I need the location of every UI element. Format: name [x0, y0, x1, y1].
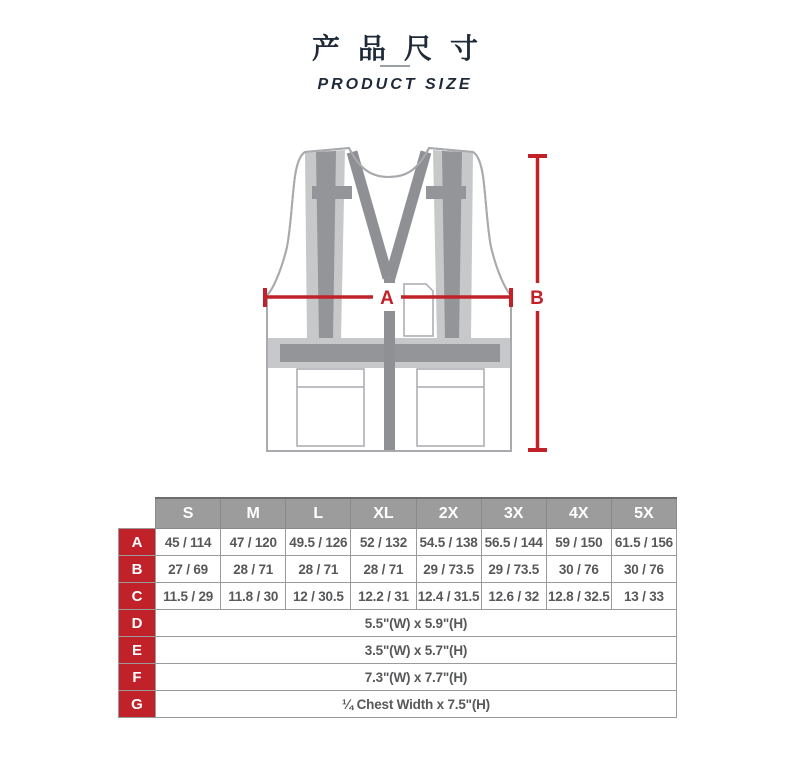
merged-value-cell: 5.5"(W) x 5.9"(H) — [156, 610, 677, 637]
size-cell: 12.2 / 31 — [351, 583, 416, 610]
chest-pocket — [404, 284, 433, 336]
size-col-header: M — [221, 498, 286, 529]
size-cell: 12.6 / 32 — [481, 583, 546, 610]
table-row — [119, 556, 677, 583]
size-cell: 11.8 / 30 — [221, 583, 286, 610]
height-label-b: B — [530, 288, 544, 309]
row-label: A — [119, 529, 156, 556]
size-cell: 12.8 / 32.5 — [546, 583, 611, 610]
width-label-a: A — [380, 288, 394, 309]
size-cell: 54.5 / 138 — [416, 529, 481, 556]
left-strap-crossbar — [312, 186, 352, 199]
size-cell: 13 / 33 — [611, 583, 676, 610]
size-cell: 30 / 76 — [611, 556, 676, 583]
page-title-chinese: 产品尺寸 — [311, 33, 496, 64]
merged-value-cell: 7.3"(W) x 7.7"(H) — [156, 664, 677, 691]
right-strap-stripe — [442, 151, 462, 340]
table-row — [119, 637, 677, 664]
size-cell: 29 / 73.5 — [481, 556, 546, 583]
table-corner-cell — [119, 498, 156, 529]
size-col-header: 3X — [481, 498, 546, 529]
table-row — [119, 583, 677, 610]
size-cell: 28 / 71 — [286, 556, 351, 583]
size-col-header: 4X — [546, 498, 611, 529]
left-strap-stripe — [316, 151, 336, 340]
size-cell: 28 / 71 — [351, 556, 416, 583]
size-cell: 12.4 / 31.5 — [416, 583, 481, 610]
row-label: F — [119, 664, 156, 691]
size-cell: 47 / 120 — [221, 529, 286, 556]
size-table — [118, 497, 677, 718]
page-title-english: PRODUCT SIZE — [317, 76, 473, 93]
row-label: G — [119, 691, 156, 718]
row-label: D — [119, 610, 156, 637]
size-col-header: 5X — [611, 498, 676, 529]
right-strap-crossbar — [426, 186, 466, 199]
size-cell: 56.5 / 144 — [481, 529, 546, 556]
size-cell: 29 / 73.5 — [416, 556, 481, 583]
size-col-header: XL — [351, 498, 416, 529]
size-col-header: L — [286, 498, 351, 529]
left-pocket — [297, 369, 364, 446]
size-cell: 49.5 / 126 — [286, 529, 351, 556]
size-cell: 28 / 71 — [221, 556, 286, 583]
size-cell: 27 / 69 — [156, 556, 221, 583]
merged-value-cell: ¼ Chest Width x 7.5"(H) — [156, 691, 677, 718]
size-cell: 45 / 114 — [156, 529, 221, 556]
merged-value-cell: 3.5"(W) x 5.7"(H) — [156, 637, 677, 664]
height-measure-b — [528, 156, 547, 450]
right-pocket — [417, 369, 484, 446]
size-cell: 11.5 / 29 — [156, 583, 221, 610]
size-cell: 12 / 30.5 — [286, 583, 351, 610]
table-row — [119, 529, 677, 556]
vest-size-diagram — [238, 128, 582, 484]
size-header-row — [119, 498, 677, 529]
row-label: C — [119, 583, 156, 610]
row-label: B — [119, 556, 156, 583]
size-col-header: 2X — [416, 498, 481, 529]
size-cell: 30 / 76 — [546, 556, 611, 583]
table-row — [119, 664, 677, 691]
row-label: E — [119, 637, 156, 664]
table-row — [119, 691, 677, 718]
size-col-header: S — [156, 498, 221, 529]
title-divider — [380, 65, 410, 67]
size-cell: 52 / 132 — [351, 529, 416, 556]
size-cell: 59 / 150 — [546, 529, 611, 556]
table-row — [119, 610, 677, 637]
size-cell: 61.5 / 156 — [611, 529, 676, 556]
